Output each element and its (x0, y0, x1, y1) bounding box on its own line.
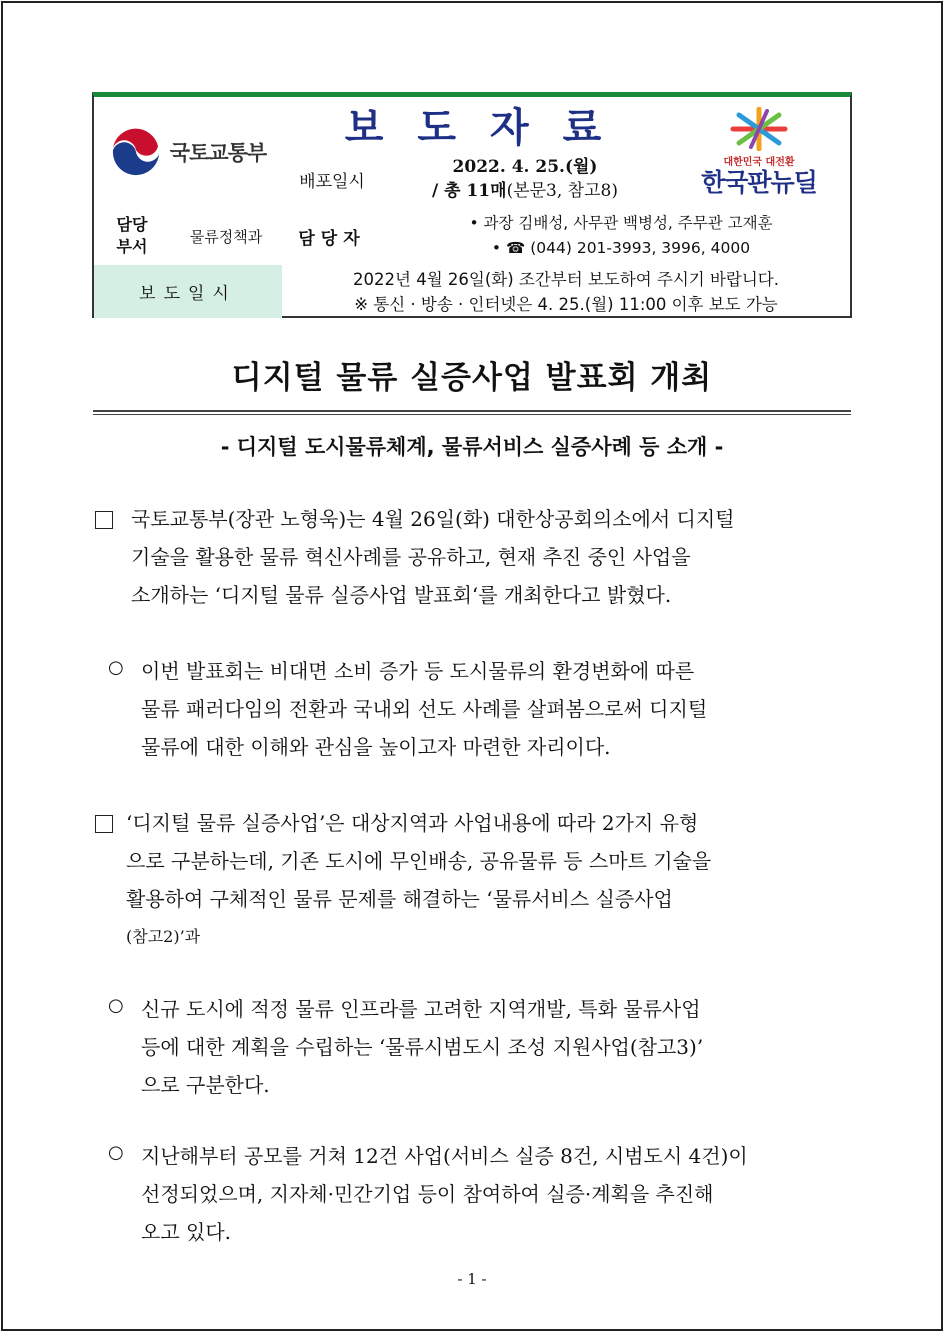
contact-staff: • 과장 김배성, 사무관 백병성, 주무관 고재훈 (469, 214, 773, 232)
paragraph-2 (141, 652, 851, 766)
contact-info (382, 207, 850, 265)
paragraph-3 (126, 804, 851, 956)
paragraph-4 (141, 990, 851, 1104)
paragraph-1-line-2: 기술을 활용한 물류 혁신사례를 공유하고, 현재 추진 중인 사업을 (131, 545, 691, 569)
contact-phone: • ☎ (044) 201-3993, 3996, 4000 (491, 239, 751, 257)
newdeal-subtitle: 대한민국 대전환 (723, 156, 795, 168)
taegeuk-icon (110, 126, 162, 178)
dept-name: 물류정책과 (189, 227, 263, 246)
release-embargo-line: ※ 통신 · 방송 · 인터넷은 4. 25.(월) 11:00 이후 보도 가능 (354, 294, 778, 314)
distribution-pages (432, 179, 618, 203)
paragraph-1-line-3: 소개하는 ‘디지털 물류 실증사업 발표회‘를 개최한다고 밝혔다. (131, 583, 672, 607)
distribution-info (382, 151, 668, 207)
paragraph-4-line-3: 으로 구분한다. (141, 1073, 270, 1097)
newdeal-title: 한국판뉴딜 (701, 167, 817, 197)
title-cell (282, 97, 668, 151)
circle-bullet-3: ○ (108, 1142, 124, 1163)
pages-detail: (본문3, 참고8) (506, 181, 618, 201)
dept-label (94, 207, 170, 265)
pages-count: / 총 11매 (432, 181, 507, 201)
press-release-header (92, 92, 852, 318)
paragraph-5-line-1: 지난해부터 공모를 거쳐 12건 사업(서비스 실증 8건, 시범도시 4건)이 (141, 1144, 748, 1168)
paragraph-3-line-1: ‘디지털 물류 실증사업’은 대상지역과 사업내용에 따라 2가지 유형 (126, 811, 699, 835)
circle-bullet-1: ○ (108, 657, 124, 678)
dept-label-line-2: 부서 (116, 237, 148, 256)
box-bullet-2 (95, 815, 113, 833)
release-label: 보도일시 (94, 265, 282, 318)
paragraph-2-line-2: 물류 패러다임의 전환과 국내외 선도 사례를 살펴봄으로써 디지털 (141, 697, 708, 721)
page-number: - 1 - (457, 1270, 487, 1288)
paragraph-2-line-3: 물류에 대한 이해와 관심을 높이고자 마련한 자리이다. (141, 735, 611, 759)
paragraph-4-line-1: 신규 도시에 적정 물류 인프라를 고려한 지역개발, 특화 물류사업 (141, 997, 701, 1021)
paragraph-5 (141, 1137, 851, 1251)
ministry-logo-cell (94, 97, 282, 207)
paragraph-3-line-2: 으로 구분하는데, 기존 도시에 무인배송, 공유물류 등 스마트 기술을 (126, 849, 712, 873)
paragraph-1-line-1: 국토교통부(장관 노형욱)는 4월 26일(화) 대한상공회의소에서 디지털 (131, 507, 735, 531)
paragraph-5-line-2: 선정되었으며, 지자체·민간기업 등이 참여하여 실증·계획을 추진해 (141, 1182, 714, 1206)
ministry-name: 국토교통부 (169, 141, 267, 165)
paragraph-3-line-4: (참고2)’과 (126, 927, 201, 946)
document-type-title: 보도자료 (344, 103, 636, 151)
ministry-logo (110, 126, 266, 178)
release-info (282, 265, 850, 318)
release-date-line: 2022년 4월 26일(화) 조간부터 보도하여 주시기 바랍니다. (353, 269, 779, 289)
paragraph-2-line-1: 이번 발표회는 비대면 소비 증가 등 도시물류의 환경변화에 따른 (141, 659, 695, 683)
contact-label: 담당자 (298, 228, 366, 249)
newdeal-logo (668, 97, 850, 207)
box-bullet-1 (95, 511, 113, 529)
dept-label-line-1: 담당 (116, 215, 148, 234)
distribution-date: 2022. 4. 25.(월) (452, 157, 598, 177)
headline: 디지털 물류 실증사업 발표회 개최 (231, 360, 713, 396)
paragraph-5-line-3: 오고 있다. (141, 1220, 231, 1244)
headline-divider (93, 410, 851, 415)
paragraph-1 (131, 500, 851, 614)
paragraph-3-line-3: 활용하여 구체적인 물류 문제를 해결하는 ‘물류서비스 실증사업 (126, 887, 673, 911)
subheadline: - 디지털 도시물류체계, 물류서비스 실증사례 등 소개 - (220, 435, 724, 459)
distribution-label: 배포일시 (299, 171, 365, 192)
newdeal-star-icon (727, 107, 791, 151)
circle-bullet-2: ○ (108, 995, 124, 1016)
paragraph-4-line-2: 등에 대한 계획을 수립하는 ‘물류시범도시 조성 지원사업(참고3)’ (141, 1035, 704, 1059)
